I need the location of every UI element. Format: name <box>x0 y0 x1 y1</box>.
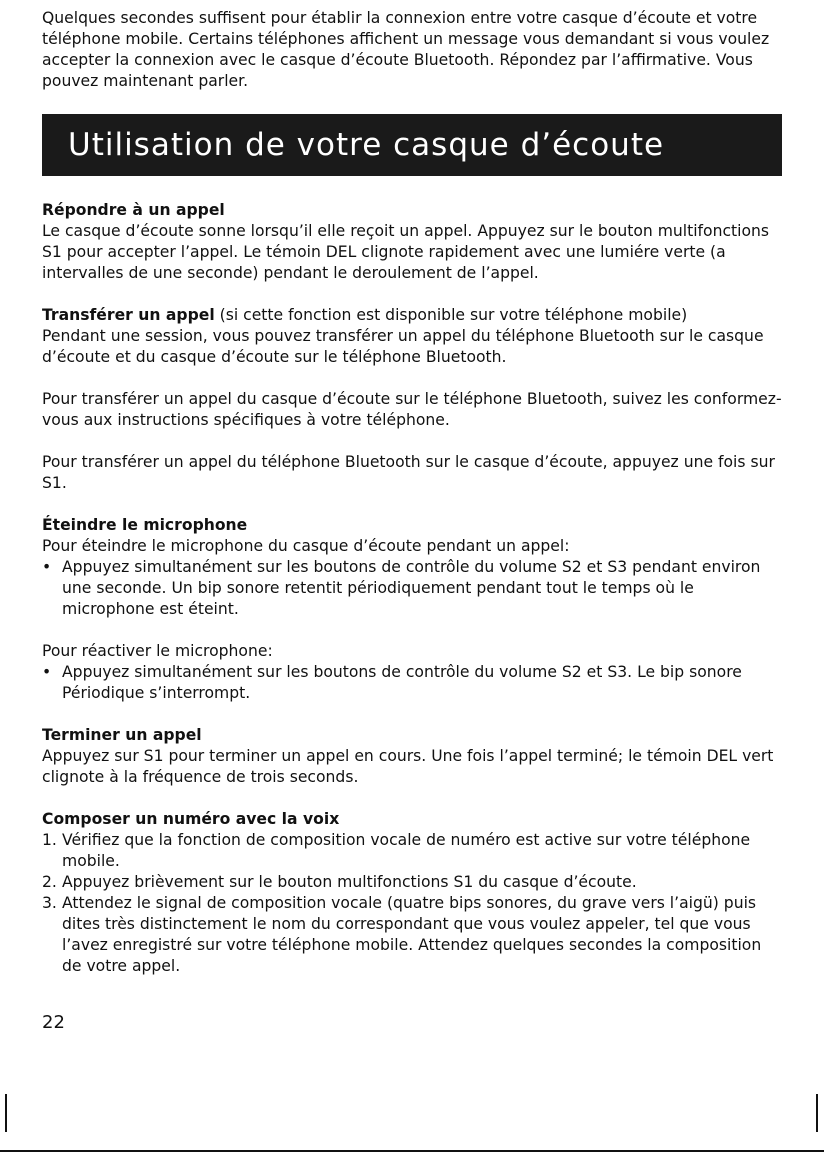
list-item <box>42 557 782 620</box>
section-voice-dial <box>42 809 782 977</box>
step-text: Attendez le signal de composition vocale (quatre bips sonores, du grave vers l’aigü) puis dites très distinctement le nom du correspondant que vous voulez appeler, tel que vous l’avez enregistré sur votre téléphone mobile. Attendez quelques secondes la composition de votre appel. <box>62 894 762 975</box>
step-number: 1. <box>42 831 57 849</box>
unmute-bullet-1: Appuyez simultanément sur les boutons de contrôle du volume S2 et S3. Le bip sonore Périodique s’interrompt. <box>62 663 742 702</box>
mute-bullet-1: Appuyez simultanément sur les boutons de contrôle du volume S2 et S3 pendant environ une seconde. Un bip sonore retentit périodiquement pendant tout le temps où le microphone est éteint. <box>62 558 761 618</box>
heading-mute: Éteindre le microphone <box>42 516 248 534</box>
intro-paragraph: Quelques secondes suffisent pour établir la connexion entre votre casque d’écoute et votre téléphone mobile. Certains téléphones affichent un message vous demandant si vous voulez accepter la connexion avec le casque d’écoute Bluetooth. Répondez par l’affirmative. Vous pouvez maintenant parler. <box>42 9 770 90</box>
section-end-call <box>42 725 782 788</box>
heading-line-transfer <box>42 305 782 326</box>
voice-dial-steps <box>42 830 782 977</box>
list-item <box>42 662 782 704</box>
step-number: 3. <box>42 894 57 912</box>
transfer-body: Pendant une session, vous pouvez transférer un appel du téléphone Bluetooth sur le casque d’écoute et du casque d’écoute sur le téléphone Bluetooth. <box>42 327 764 366</box>
list-item <box>42 872 782 893</box>
unmute-bullet-list <box>42 662 782 704</box>
bullet-marker: • <box>42 558 52 576</box>
crop-mark-right <box>816 1094 818 1132</box>
step-text: Vérifiez que la fonction de composition vocale de numéro est active sur votre téléphone mobile. <box>62 831 751 870</box>
bottom-rule <box>0 1150 824 1152</box>
page-number: 22 <box>42 1012 65 1033</box>
step-text: Appuyez brièvement sur le bouton multifonctions S1 du casque d’écoute. <box>62 873 637 891</box>
section-answer-call <box>42 200 782 284</box>
transfer-note: (si cette fonction est disponible sur votre téléphone mobile) <box>214 306 688 324</box>
banner-title: Utilisation de votre casque d’écoute <box>68 127 665 163</box>
bullet-marker: • <box>42 663 52 681</box>
heading-voice-dial: Composer un numéro avec la voix <box>42 810 340 828</box>
step-number: 2. <box>42 873 57 891</box>
mute-body: Pour éteindre le microphone du casque d’écoute pendant un appel: <box>42 537 570 555</box>
section-mute <box>42 515 782 704</box>
transfer-para-2: Pour transférer un appel du casque d’écoute sur le téléphone Bluetooth, suivez les conformez-vous aux instructions spécifiques à votre téléphone. <box>42 390 782 429</box>
heading-transfer-call: Transférer un appel <box>42 306 215 324</box>
unmute-body: Pour réactiver le microphone: <box>42 642 273 660</box>
section-transfer-call <box>42 305 782 494</box>
transfer-para-3: Pour transférer un appel du téléphone Bluetooth sur le casque d’écoute, appuyez une fois sur S1. <box>42 453 775 492</box>
list-item <box>42 893 782 977</box>
list-item <box>42 830 782 872</box>
heading-answer-call: Répondre à un appel <box>42 201 225 219</box>
page-content <box>42 8 782 977</box>
end-call-body: Appuyez sur S1 pour terminer un appel en cours. Une fois l’appel terminé; le témoin DEL vert clignote à la fréquence de trois seconds. <box>42 747 774 786</box>
mute-bullet-list <box>42 557 782 620</box>
heading-end-call: Terminer un appel <box>42 726 202 744</box>
crop-mark-left <box>5 1094 7 1132</box>
section-banner <box>42 114 782 176</box>
answer-call-body: Le casque d’écoute sonne lorsqu’il elle reçoit un appel. Appuyez sur le bouton multifonctions S1 pour accepter l’appel. Le témoin DEL clignote rapidement avec une lumiére verte (a intervalles de une seconde) pendant le deroulement de l’appel. <box>42 222 770 282</box>
